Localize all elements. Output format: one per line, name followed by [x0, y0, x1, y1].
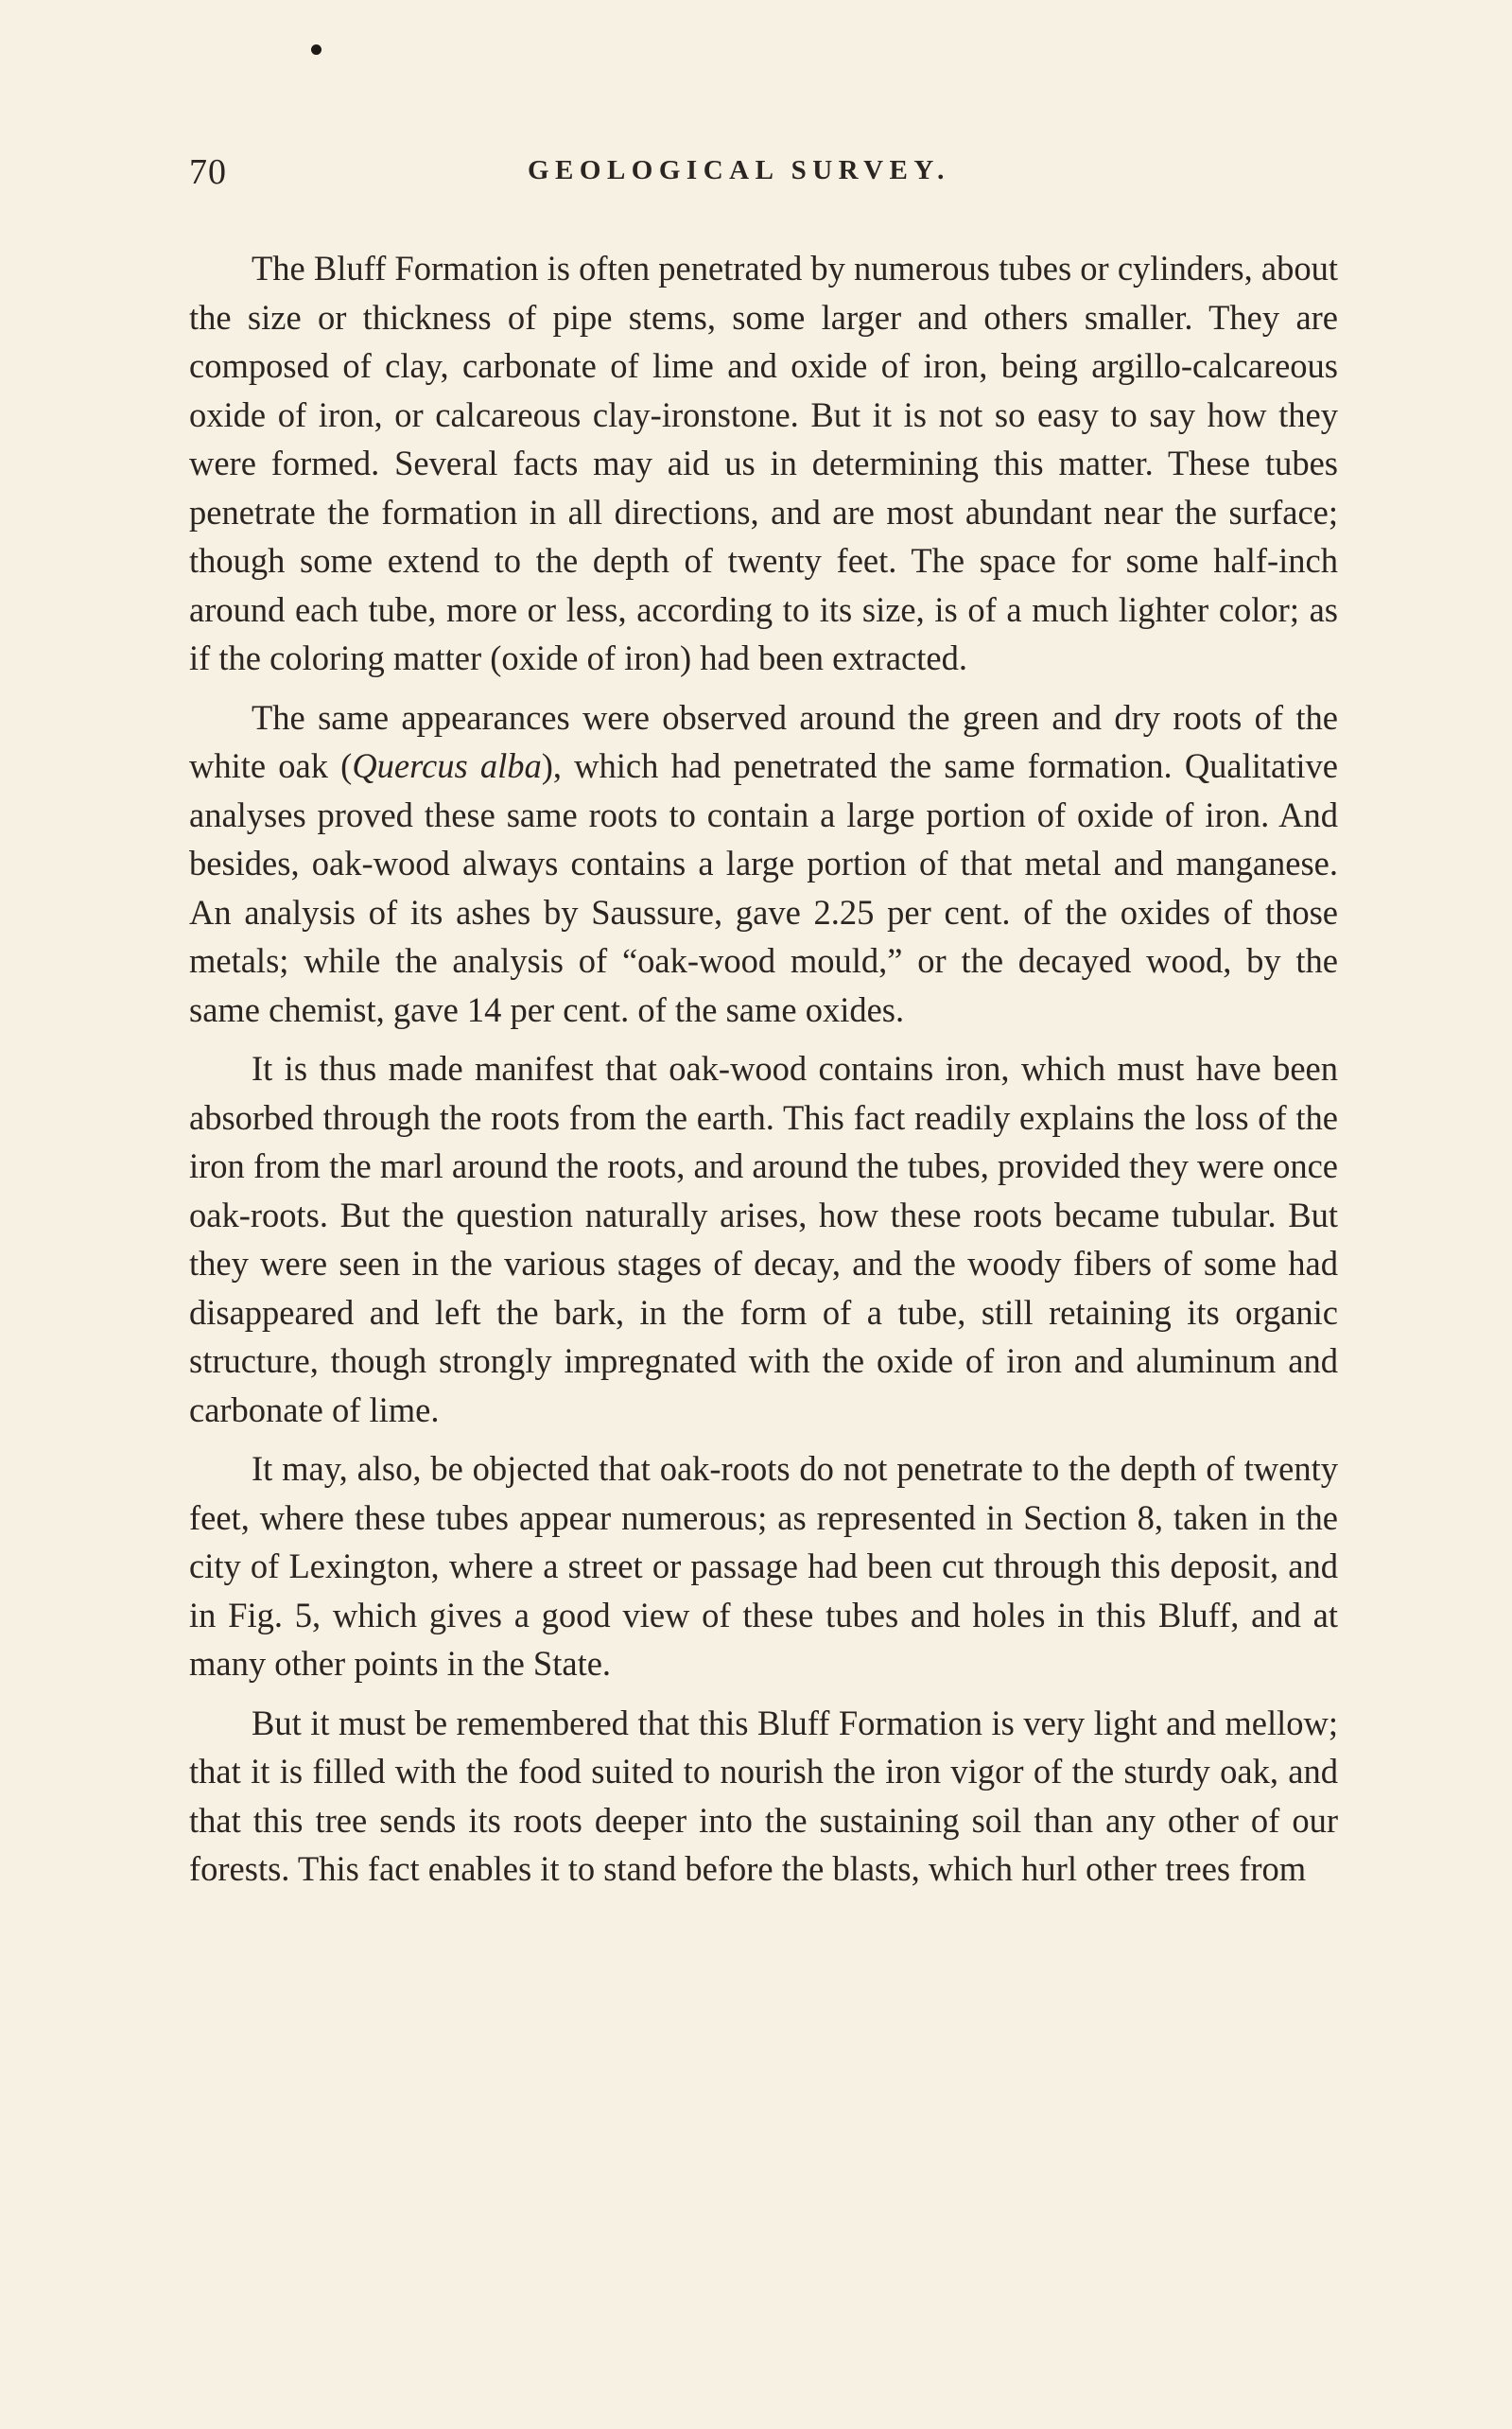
body-text [189, 244, 1338, 1904]
paragraph-mellow-formation: But it must be remembered that this Bluff Formation is very light and mellow; that it is filled with the food suited to nourish the iron vigor of the sturdy oak, and that this tree sends its roots deeper into the sustaining soil than any other of our forests. This fact enables it to stand before the blasts, which hurl other trees from [189, 1703, 1338, 1888]
page-header [189, 151, 1338, 199]
paragraph-text: ), which had penetrated the same formation. Qualitative analyses proved these same roots to contain a large portion of oxide of iron. And besides, oak-wood always contains a large portion of that metal and manganese. An analysis of its ashes by Saussure, gave 2.25 per cent. of the oxides of those metals; while the analysis of “oak-wood mould,” or the decayed wood, by the same chemist, gave 14 per cent. of the same oxides. [189, 746, 1338, 1029]
paragraph-text: The same appearances were observed around the green and dry roots of the white oak ( [189, 697, 1338, 785]
paragraph-objection: It may, also, be objected that oak-roots do not penetrate to the depth of twenty feet, where these tubes appear numerous; as represented in Section 8, taken in the city of Lexington, where a street or passage had been cut through this deposit, and in Fig. 5, which gives a good view of these tubes and holes in this Bluff, and at many other points in the State. [189, 1449, 1338, 1683]
paragraph-white-oak-roots [189, 693, 1338, 1035]
page-number: 70 [189, 152, 227, 192]
paragraph-bluff-tubes: The Bluff Formation is often penetrated by numerous tubes or cylinders, about the size or thickness of pipe stems, some larger and others smaller. They are composed of clay, carbonate of lime and oxide of iron, being argillo-calcareous oxide of iron, or calcareous clay-ironstone. But it is not so easy to say how they were formed. Several facts may aid us in determining this matter. These tubes penetrate the formation in all directions, and are most abundant near the surface; though some extend to the depth of twenty feet. The space for some half-inch around each tube, more or less, according to its size, is of a much lighter color; as if the coloring matter (oxide of iron) had been extracted. [189, 249, 1338, 677]
species-name: Quercus alba [352, 746, 542, 785]
running-title: GEOLOGICAL SURVEY. [528, 155, 950, 185]
ink-speck [311, 44, 322, 55]
paragraph-oak-iron: It is thus made manifest that oak-wood contains iron, which must have been absorbed through the roots from the earth. This fact readily explains the loss of the iron from the marl around the roots, and around the tubes, provided they were once oak-roots. But the question naturally arises, how these roots became tubular. But they were seen in the various stages of decay, and the woody fibers of some had disappeared and left the bark, in the form of a tube, still retaining its organic structure, though strongly impregnated with the oxide of iron and aluminum and carbonate of lime. [189, 1049, 1338, 1429]
